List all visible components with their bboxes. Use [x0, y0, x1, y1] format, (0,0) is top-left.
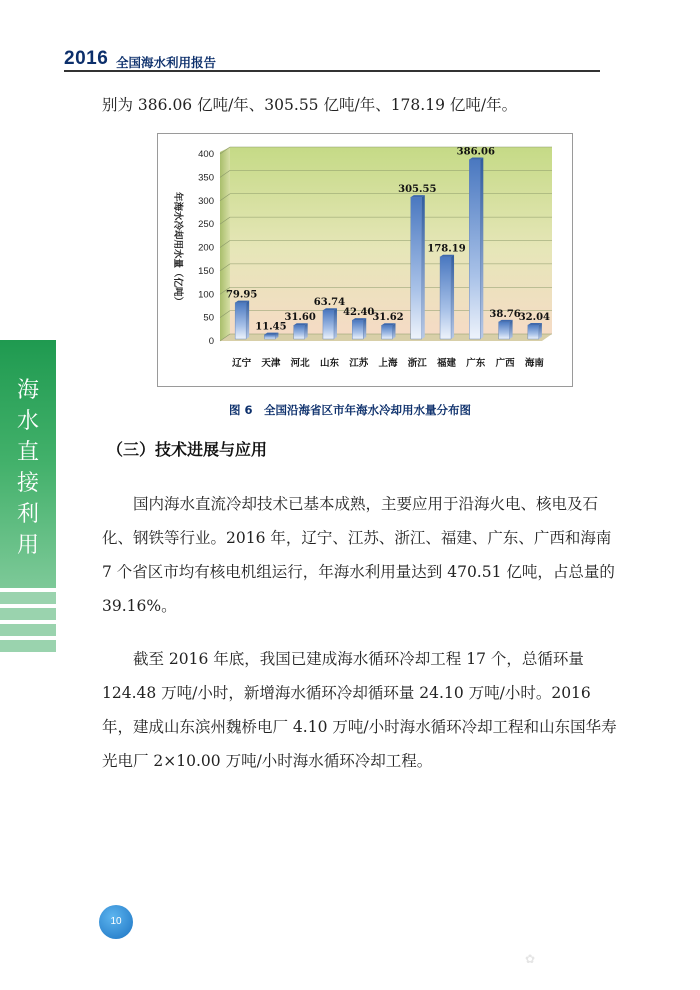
- x-tick-label: 山东: [319, 358, 339, 369]
- bar-side: [480, 158, 483, 339]
- data-label: 386.06: [456, 146, 495, 158]
- side-char: 直: [16, 440, 39, 465]
- side-chapter-label: [11, 375, 45, 561]
- y-axis-label: 年海水冷却用水量（亿吨）: [172, 191, 183, 307]
- side-stripe: [0, 608, 56, 620]
- data-label: 11.45: [255, 321, 287, 333]
- side-char: 用: [16, 533, 39, 558]
- section-heading: （三）技术进展与应用: [107, 440, 268, 459]
- bar: [528, 325, 539, 339]
- side-char: 海: [16, 378, 39, 403]
- side-char: 利: [16, 502, 39, 527]
- y-tick-label: 150: [198, 265, 214, 277]
- bar: [469, 160, 480, 339]
- data-label: 32.04: [518, 312, 551, 324]
- header-rule: [100, 70, 600, 72]
- header-title: 全国海水利用报告: [116, 55, 217, 70]
- bar: [382, 325, 393, 339]
- data-label: 31.62: [372, 312, 404, 324]
- bar: [235, 303, 246, 339]
- bar: [264, 335, 275, 339]
- data-label: 305.55: [398, 184, 437, 196]
- data-label: 63.74: [313, 297, 346, 309]
- x-tick-label: 福建: [437, 358, 457, 369]
- x-tick-label: 海南: [524, 358, 544, 369]
- side-stripe: [0, 624, 56, 636]
- header-rule: [64, 70, 100, 72]
- watermark: ✿: [525, 952, 536, 966]
- x-tick-label: 浙江: [407, 358, 427, 369]
- bar-side: [363, 318, 366, 339]
- y-tick-label: 200: [198, 242, 214, 254]
- bar: [352, 320, 363, 339]
- data-label: 38.76: [489, 308, 521, 320]
- data-label: 31.60: [284, 312, 316, 324]
- intro-paragraph: 别为 386.06 亿吨/年、305.55 亿吨/年、178.19 亿吨/年。: [102, 96, 518, 114]
- x-tick-label: 上海: [378, 358, 398, 369]
- x-tick-label: 天津: [261, 358, 281, 369]
- x-tick-label: 河北: [290, 358, 310, 369]
- bar: [294, 325, 305, 339]
- bar-side: [393, 323, 396, 339]
- y-tick-label: 100: [198, 289, 214, 301]
- side-stripe: [0, 640, 56, 652]
- body-paragraph-1: 国内海水直流冷却技术已基本成熟，主要应用于沿海火电、核电及石化、钢铁等行业。2016 年，辽宁、江苏、浙江、福建、广东、广西和海南 7 个省区市均有核电机组运行，年海水利用量达到 470.51 亿吨，占总量的 39.16%。: [102, 495, 615, 615]
- side-stripe: [0, 592, 56, 604]
- chart-caption: 图 6 全国沿海省区市年海水冷却用水量分布图: [228, 403, 471, 417]
- x-tick-label: 广西: [495, 358, 515, 369]
- y-tick-label: 400: [198, 149, 214, 160]
- bar: [323, 310, 334, 339]
- x-tick-label: 辽宁: [232, 358, 252, 369]
- bar-side: [334, 308, 337, 339]
- bar-side: [422, 195, 425, 339]
- bar-chart: [158, 134, 572, 386]
- chart-frame: [157, 133, 573, 387]
- y-tick-label: 0: [208, 336, 214, 347]
- data-label: 178.19: [427, 243, 466, 255]
- y-tick-label: 300: [198, 195, 214, 207]
- bar-side: [246, 301, 249, 339]
- side-char: 水: [16, 409, 39, 434]
- y-tick-label: 250: [198, 219, 214, 231]
- data-label: 42.40: [343, 307, 375, 319]
- page-number-badge: 10: [99, 905, 133, 939]
- bar: [499, 322, 510, 339]
- body-paragraph-2: 截至 2016 年底，我国已建成海水循环冷却工程 17 个，总循环量 124.48 万吨/小时，新增海水循环冷却循环量 24.10 万吨/小时。2016 年，建成山东滨州魏桥电厂 4.10 万吨/小时海水循环冷却工程和山东国华寿光电厂 2×10.00 万吨/小时海水循环冷却工程。: [102, 650, 617, 770]
- side-char: 接: [16, 471, 39, 496]
- x-tick-label: 广东: [466, 358, 486, 369]
- header-year: 2016: [64, 48, 109, 69]
- y-tick-label: 50: [203, 312, 214, 324]
- y-tick-label: 350: [198, 172, 214, 184]
- bar-side: [539, 323, 542, 339]
- bar-side: [510, 320, 513, 339]
- bar: [440, 257, 451, 339]
- bar: [411, 197, 422, 339]
- x-tick-label: 江苏: [349, 358, 369, 369]
- bar-side: [305, 323, 308, 339]
- data-label: 79.95: [225, 289, 258, 301]
- bar-side: [451, 255, 454, 339]
